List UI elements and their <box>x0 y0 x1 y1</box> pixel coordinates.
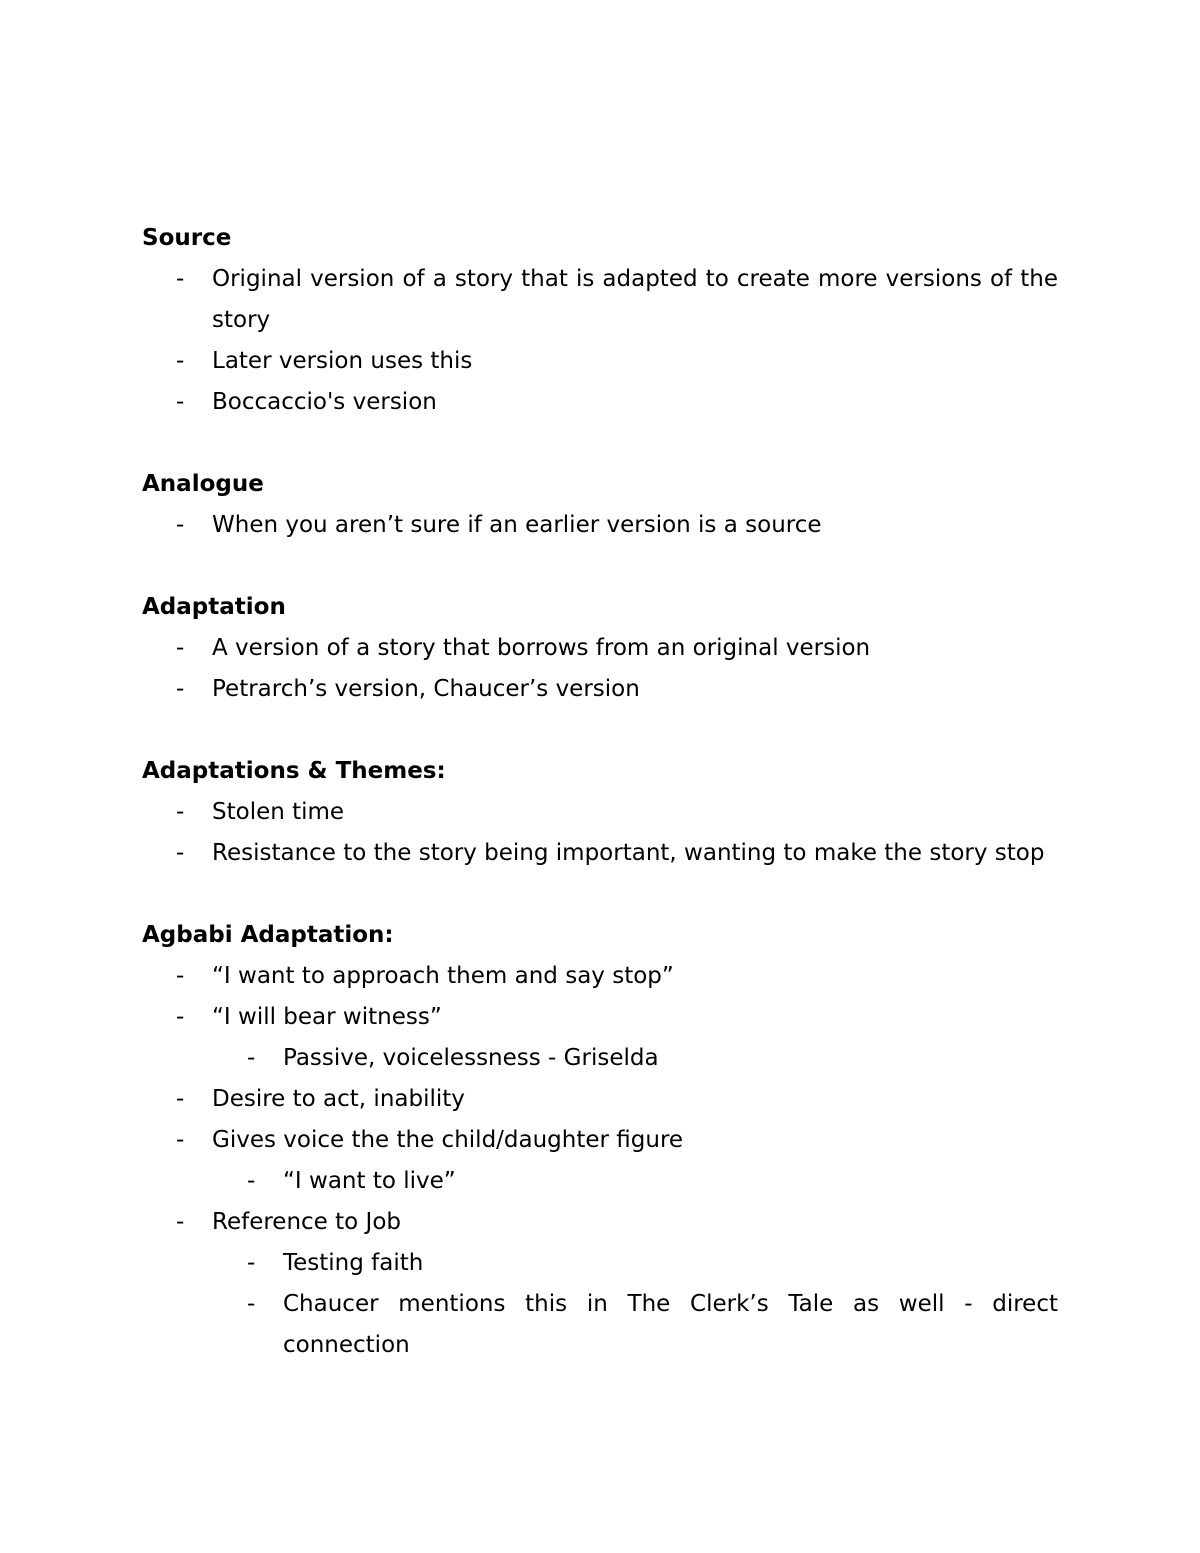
dash-bullet: - <box>176 266 185 292</box>
list-item <box>142 341 1058 382</box>
dash-bullet: - <box>176 799 185 825</box>
list-item-text: Chaucer mentions this in The Clerk’s Tale as well - direct connection <box>283 1291 1058 1358</box>
bullet-list <box>142 259 1058 423</box>
list-item <box>142 505 1058 546</box>
section-analogue <box>142 464 1058 546</box>
dash-bullet: - <box>176 1209 185 1235</box>
list-item <box>142 1202 1058 1243</box>
list-item-text: Gives voice the the child/daughter figure <box>212 1127 684 1153</box>
dash-bullet: - <box>176 1004 185 1030</box>
dash-bullet: - <box>247 1291 256 1317</box>
bullet-list <box>142 956 1058 1038</box>
list-item-text: “I want to live” <box>283 1168 456 1194</box>
list-item-text: Original version of a story that is adapted to create more versions of the story <box>212 266 1058 333</box>
list-item <box>142 669 1058 710</box>
list-item-text: Resistance to the story being important, wanting to make the story stop <box>212 840 1045 866</box>
section-heading: Adaptation <box>142 594 286 620</box>
list-item-text: Boccaccio's version <box>212 389 437 415</box>
dash-bullet: - <box>176 963 185 989</box>
dash-bullet: - <box>176 840 185 866</box>
dash-bullet: - <box>176 389 185 415</box>
list-item <box>142 1038 1058 1079</box>
list-item <box>142 956 1058 997</box>
section-adaptation <box>142 587 1058 710</box>
dash-bullet: - <box>247 1250 256 1276</box>
list-item <box>142 997 1058 1038</box>
dash-bullet: - <box>176 512 185 538</box>
section-source <box>142 218 1058 423</box>
list-item <box>142 1284 1058 1366</box>
sub-bullet-list <box>142 1161 1058 1202</box>
list-item <box>142 1243 1058 1284</box>
list-item-text: Passive, voicelessness - Griselda <box>283 1045 659 1071</box>
section-heading: Agbabi Adaptation: <box>142 922 394 948</box>
list-item-text: “I will bear witness” <box>212 1004 442 1030</box>
list-item-text: Testing faith <box>283 1250 424 1276</box>
list-item <box>142 628 1058 669</box>
bullet-list <box>142 1079 1058 1161</box>
bullet-list <box>142 505 1058 546</box>
dash-bullet: - <box>176 1086 185 1112</box>
list-item <box>142 259 1058 341</box>
list-item-text: Reference to Job <box>212 1209 401 1235</box>
list-item-text: When you aren’t sure if an earlier version is a source <box>212 512 822 538</box>
document-page <box>142 218 1058 1407</box>
dash-bullet: - <box>247 1045 256 1071</box>
dash-bullet: - <box>176 635 185 661</box>
bullet-list <box>142 792 1058 874</box>
list-item-text: Desire to act, inability <box>212 1086 465 1112</box>
sub-bullet-list <box>142 1038 1058 1079</box>
sub-bullet-list <box>142 1243 1058 1366</box>
list-item <box>142 1161 1058 1202</box>
list-item-text: A version of a story that borrows from an original version <box>212 635 871 661</box>
section-adaptations-themes <box>142 751 1058 874</box>
list-item <box>142 1120 1058 1161</box>
section-heading: Source <box>142 225 232 251</box>
list-item-text: Petrarch’s version, Chaucer’s version <box>212 676 640 702</box>
list-item <box>142 833 1058 874</box>
list-item-text: Later version uses this <box>212 348 473 374</box>
section-heading: Adaptations & Themes: <box>142 758 446 784</box>
dash-bullet: - <box>247 1168 256 1194</box>
dash-bullet: - <box>176 676 185 702</box>
list-item <box>142 792 1058 833</box>
list-item <box>142 382 1058 423</box>
bullet-list <box>142 628 1058 710</box>
bullet-list <box>142 1202 1058 1243</box>
section-agbabi-adaptation <box>142 915 1058 1366</box>
section-heading: Analogue <box>142 471 264 497</box>
dash-bullet: - <box>176 348 185 374</box>
list-item-text: “I want to approach them and say stop” <box>212 963 674 989</box>
list-item <box>142 1079 1058 1120</box>
list-item-text: Stolen time <box>212 799 345 825</box>
dash-bullet: - <box>176 1127 185 1153</box>
